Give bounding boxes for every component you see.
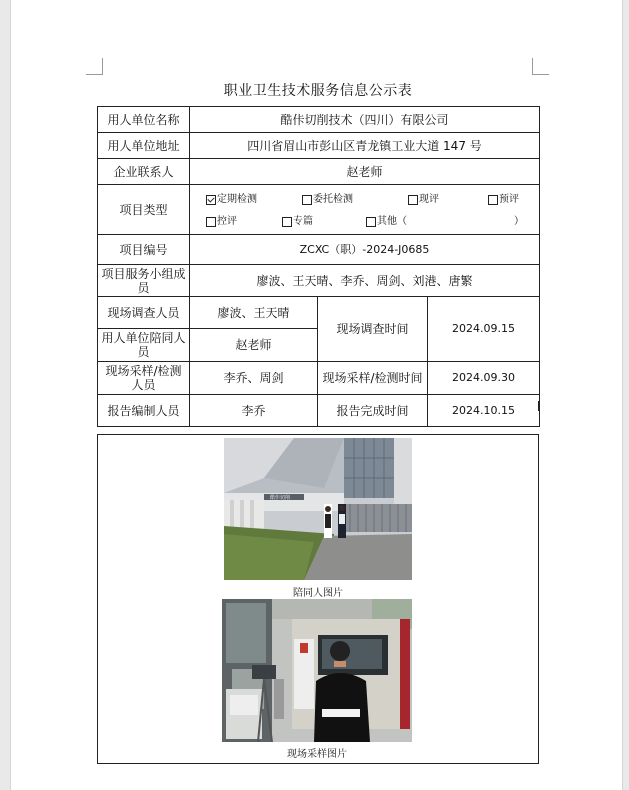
project-no: ZCXC（职）-2024-J0685	[190, 235, 540, 265]
team-label: 项目服务小组成员	[98, 265, 190, 297]
employer-name-label: 用人单位名称	[98, 107, 190, 133]
crop-mark-top-right	[532, 58, 549, 75]
checkbox-icon	[366, 217, 376, 227]
type-option-other: 其他（	[366, 215, 407, 229]
survey-time: 2024.09.15	[428, 297, 540, 362]
document-title: 职业卫生技术服务信息公示表	[223, 83, 413, 99]
type-option-control: 控评	[206, 215, 237, 229]
info-table	[97, 106, 540, 427]
paragraph-end-mark	[538, 401, 540, 411]
type-option-periodic: 定期检测	[206, 193, 257, 207]
employer-address: 四川省眉山市彭山区青龙镇工业大道 147 号	[190, 133, 540, 159]
sampling-photo-image	[222, 599, 412, 742]
sampling-time: 2024.09.30	[428, 362, 540, 395]
project-no-label: 项目编号	[98, 235, 190, 265]
team-members: 廖波、王天晴、李乔、周剑、刘港、唐繁	[190, 265, 540, 297]
sampling-photo	[222, 599, 412, 742]
survey-time-label: 现场调查时间	[318, 297, 428, 362]
escort-label: 用人单位陪同人员	[98, 329, 190, 362]
project-type-label: 项目类型	[98, 185, 190, 235]
report-staff: 李乔	[190, 395, 318, 427]
escort-photo-caption: 陪同人图片	[293, 588, 343, 599]
contact-label: 企业联系人	[98, 159, 190, 185]
escort-photo	[224, 438, 412, 580]
report-time-label: 报告完成时间	[318, 395, 428, 427]
crop-mark-top-left	[86, 58, 103, 75]
type-option-special: 专篇	[282, 215, 313, 229]
escort-photo-image	[224, 438, 412, 580]
checkbox-icon	[282, 217, 292, 227]
project-type-options	[190, 187, 539, 233]
building-sign: 酷佧切削	[270, 495, 291, 501]
employer-address-label: 用人单位地址	[98, 133, 190, 159]
sampling-time-label: 现场采样/检测时间	[318, 362, 428, 395]
checkbox-icon	[488, 195, 498, 205]
escort-person: 赵老师	[190, 329, 318, 362]
survey-staff-label: 现场调查人员	[98, 297, 190, 329]
checkbox-icon	[408, 195, 418, 205]
checkbox-icon	[206, 217, 216, 227]
sampling-photo-caption: 现场采样图片	[287, 749, 347, 760]
report-time: 2024.10.15	[428, 395, 540, 427]
sampling-staff: 李乔、周剑	[190, 362, 318, 395]
checkbox-icon	[302, 195, 312, 205]
survey-staff: 廖波、王天晴	[190, 297, 318, 329]
employer-name: 酷佧切削技术（四川）有限公司	[190, 107, 540, 133]
checkbox-checked-icon	[206, 195, 216, 205]
report-staff-label: 报告编制人员	[98, 395, 190, 427]
type-option-entrusted: 委托检测	[302, 193, 353, 207]
sampling-staff-label: 现场采样/检测人员	[98, 362, 190, 395]
type-other-close: ）	[514, 215, 524, 227]
type-option-pre: 预评	[488, 193, 519, 207]
type-option-current: 现评	[408, 193, 439, 207]
contact-value: 赵老师	[190, 159, 540, 185]
